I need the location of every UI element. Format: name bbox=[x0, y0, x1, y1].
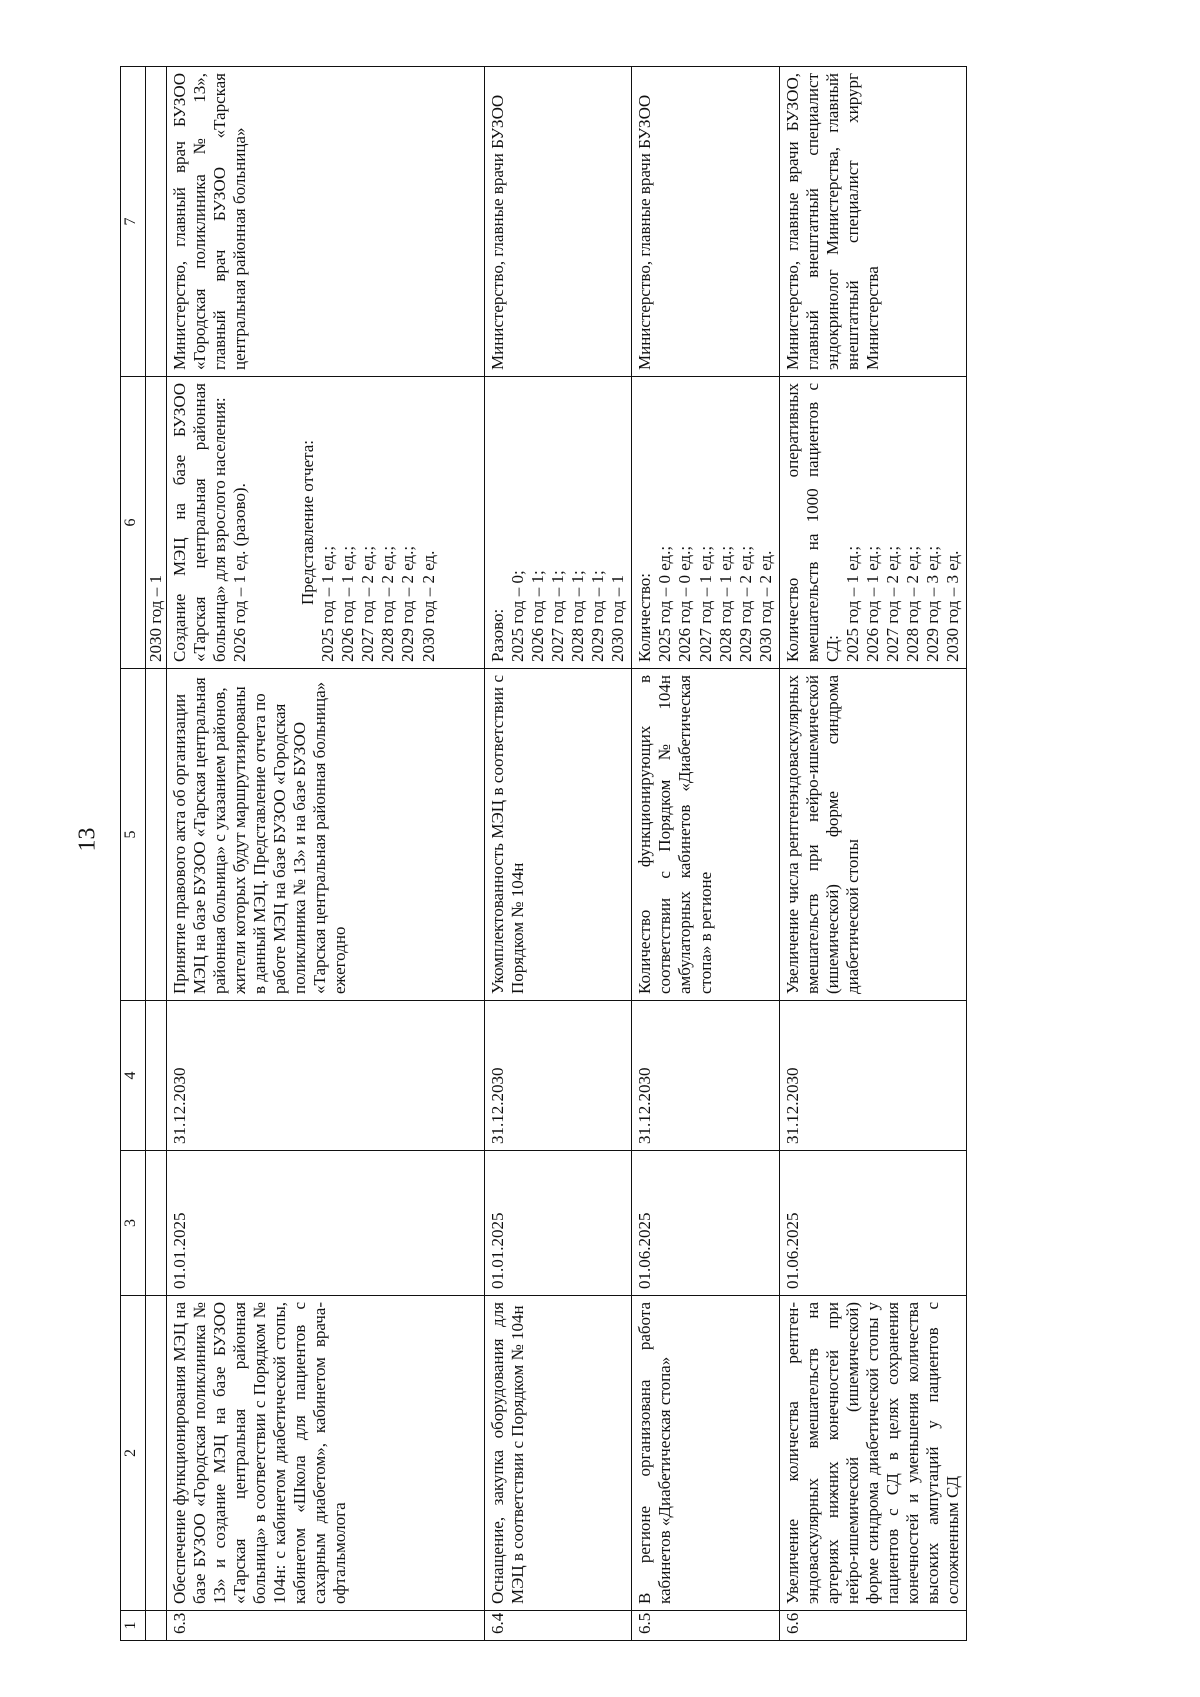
header-col-6: 6 bbox=[121, 377, 146, 669]
responsible-cell: Министерство, главный врач БУЗОО «Городская поликлиника № 13», главный врач БУЗОО «Тарская центральная районная больница» bbox=[167, 67, 485, 377]
indicator-line: 2029 год – 2 ед.; bbox=[735, 545, 755, 662]
event-cell: Обеспечение функционирования МЭЦ на базе БУЗОО «Городская поликлиника № 13» и создание МЭЦ на базе БУЗОО «Тарская центральная районная больница» в соответствии с Порядком № 104н: с кабинетом диабетической стопы, кабинетом «Школа для пациентов с сахарным диабетом», кабинетом врача-офтальмолога bbox=[167, 1296, 485, 1611]
event-cell: В регионе организована работа кабинетов «Диабетическая стопа» bbox=[632, 1296, 779, 1611]
indicator-line: 2030 год – 2 ед. bbox=[755, 550, 775, 662]
indicator-intro: Создание МЭЦ на базе БУЗОО «Тарская центральная районная больница» для взрослого населения: bbox=[170, 383, 230, 662]
header-col-3: 3 bbox=[121, 1151, 146, 1296]
indicator-cell bbox=[632, 377, 779, 669]
indicator-intro: Количество оперативных вмешательств на 1000 пациентов с СД: bbox=[782, 383, 842, 662]
continuation-row bbox=[146, 67, 167, 1641]
rotated-table-container bbox=[120, 67, 1100, 1641]
responsible-cell: Министерство, главные врачи БУЗОО, главный внештатный специалист эндокринолог Министерства, главный внештатный специалист хирург Министерства bbox=[779, 67, 966, 377]
indicator-line: 2028 год – 1 ед.; bbox=[715, 545, 735, 662]
header-col-4: 4 bbox=[121, 1001, 146, 1151]
indicator-line: 2025 год – 1 ед.; bbox=[842, 545, 862, 662]
indicator-intro: Количество: bbox=[635, 573, 655, 662]
indicator-line: 2027 год – 2 ед.; bbox=[358, 545, 378, 662]
event-cell: Увеличение количества рентген-эндоваскулярных вмешательств на артериях нижних конечностей при нейро-ишемической (ишемической) форме синдрома диабетической стопы у пациентов с СД в целях сохранения конечностей и уменьшения количества высоких ампутаций у пациентов с осложненным СД bbox=[779, 1296, 966, 1611]
header-col-5: 5 bbox=[121, 669, 146, 1001]
header-col-1: 1 bbox=[121, 1611, 146, 1641]
table-row bbox=[485, 67, 632, 1641]
indicator-line: 2027 год – 1; bbox=[548, 570, 568, 662]
indicator-line: 2028 год – 1; bbox=[568, 570, 588, 662]
event-cell: Оснащение, закупка оборудования для МЭЦ в соответствии с Порядком № 104н bbox=[485, 1296, 632, 1611]
indicator-line: 2027 год – 1 ед.; bbox=[695, 545, 715, 662]
responsible-cell: Министерство, главные врачи БУЗОО bbox=[632, 67, 779, 377]
plan-table bbox=[120, 66, 967, 1641]
indicator-line: 2030 год – 3 ед. bbox=[943, 550, 963, 662]
indicator-line: 2025 год – 0 ед.; bbox=[655, 545, 675, 662]
indicator-line: 2028 год – 2 ед.; bbox=[378, 545, 398, 662]
indicator-cell bbox=[485, 377, 632, 669]
indicator-line: 2027 год – 2 ед.; bbox=[882, 545, 902, 662]
result-cell: Количество функционирующих в соответствии с Порядком № 104н амбулаторных кабинетов «Диабетическая стопа» в регионе bbox=[632, 669, 779, 1001]
indicator-line: 2030 год – 2 ед. bbox=[418, 550, 438, 662]
indicator-line: 2025 год – 1 ед.; bbox=[318, 545, 338, 662]
responsible-cell: Министерство, главные врачи БУЗОО bbox=[485, 67, 632, 377]
indicator-line: 2026 год – 0 ед.; bbox=[675, 545, 695, 662]
table-row bbox=[779, 67, 966, 1641]
start-date-cell: 01.01.2025 bbox=[167, 1151, 485, 1296]
indicator-intro-2: Представление отчета: bbox=[298, 440, 318, 606]
row-number: 6.4 bbox=[485, 1611, 632, 1641]
indicator-line: 2026 год – 1 ед.; bbox=[338, 545, 358, 662]
indicator-line: 2030 год – 1 bbox=[608, 575, 628, 662]
indicator-intro: Разово: bbox=[488, 608, 508, 662]
continuation-cell: 2030 год – 1 bbox=[146, 377, 167, 669]
header-col-2: 2 bbox=[121, 1296, 146, 1611]
end-date-cell: 31.12.2030 bbox=[632, 1001, 779, 1151]
indicator-line: 2026 год – 1; bbox=[528, 570, 548, 662]
indicator-cell bbox=[167, 377, 485, 669]
start-date-cell: 01.06.2025 bbox=[632, 1151, 779, 1296]
indicator-line: 2026 год – 1 ед. (разово). bbox=[230, 483, 250, 662]
result-cell: Принятие правового акта об организации МЭЦ на базе БУЗОО «Тарская центральная районная больница» с указанием районов, жители которых будут маршрутизированы в данный МЭЦ. Представление отчета по работе МЭЦ на базе БУЗОО «Городская поликлиника № 13» и на базе БУЗОО «Тарская центральная районная больница» ежегодно bbox=[167, 669, 485, 1001]
table-row bbox=[167, 67, 485, 1641]
result-cell: Увеличение числа рентгенэндоваскулярных вмешательств при нейро-ишемической (ишемической) форме синдрома диабетической стопы bbox=[779, 669, 966, 1001]
row-number: 6.5 bbox=[632, 1611, 779, 1641]
result-cell: Укомплектованность МЭЦ в соответствии с Порядком № 104н bbox=[485, 669, 632, 1001]
end-date-cell: 31.12.2030 bbox=[779, 1001, 966, 1151]
end-date-cell: 31.12.2030 bbox=[485, 1001, 632, 1151]
page-number: 13 bbox=[74, 827, 101, 852]
indicator-line: 2029 год – 3 ед.; bbox=[923, 545, 943, 662]
start-date-cell: 01.01.2025 bbox=[485, 1151, 632, 1296]
indicator-line: 2028 год – 2 ед.; bbox=[902, 545, 922, 662]
indicator-line: 2029 год – 1; bbox=[588, 570, 608, 662]
indicator-line: 2029 год – 2 ед.; bbox=[398, 545, 418, 662]
row-number: 6.3 bbox=[167, 1611, 485, 1641]
indicator-line: 2026 год – 1 ед.; bbox=[862, 545, 882, 662]
indicator-line: 2025 год – 0; bbox=[508, 570, 528, 662]
start-date-cell: 01.06.2025 bbox=[779, 1151, 966, 1296]
indicator-cell bbox=[779, 377, 966, 669]
row-number: 6.6 bbox=[779, 1611, 966, 1641]
end-date-cell: 31.12.2030 bbox=[167, 1001, 485, 1151]
table-row bbox=[632, 67, 779, 1641]
table-header bbox=[121, 67, 146, 1641]
header-col-7: 7 bbox=[121, 67, 146, 377]
